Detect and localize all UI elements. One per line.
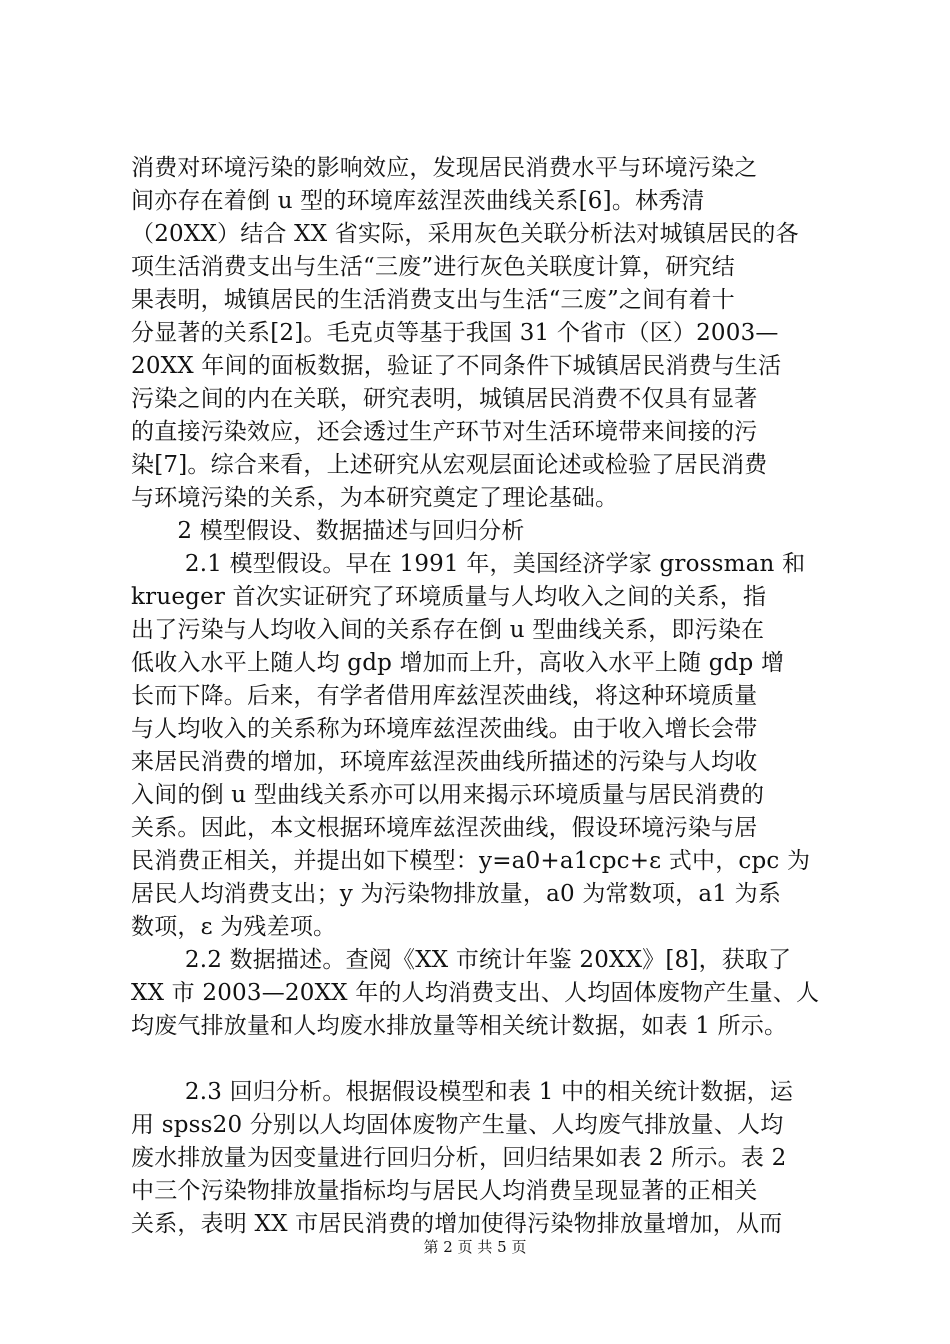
text-line: 出了污染与人均收入间的关系存在倒 u 型曲线关系，即污染在 — [131, 617, 765, 643]
text-line: 染[7]。综合来看，上述研究从宏观层面论述或检验了居民消费 — [131, 452, 768, 478]
text-line: 数项，ε 为残差项。 — [131, 914, 337, 940]
text-line: krueger 首次实证研究了环境质量与人均收入之间的关系，指 — [131, 584, 767, 610]
text-line: 用 spss20 分别以人均固体废物产生量、人均废气排放量、人均 — [131, 1112, 784, 1138]
paragraph-regression-analysis — [131, 1076, 831, 1241]
document-body — [131, 152, 831, 1241]
text-line: 2.3 回归分析。根据假设模型和表 1 中的相关统计数据，运 — [131, 1079, 794, 1105]
text-line: 的直接污染效应，还会透过生产环节对生活环境带来间接的污 — [131, 419, 758, 445]
text-line: 来居民消费的增加，环境库兹涅茨曲线所描述的污染与人均收 — [131, 749, 758, 775]
paragraph-literature-review — [131, 152, 831, 515]
text-line: 项生活消费支出与生活“三废”进行灰色关联度计算，研究结 — [131, 254, 735, 280]
text-line: 间亦存在着倒 u 型的环境库兹涅茨曲线关系[6]。林秀清 — [131, 188, 705, 214]
text-line: XX 市 2003—20XX 年的人均消费支出、人均固体废物产生量、人 — [131, 980, 820, 1006]
blank-line — [131, 1043, 831, 1076]
text-line: 关系，表明 XX 市居民消费的增加使得污染物排放量增加，从而 — [131, 1211, 783, 1237]
text-line: 污染之间的内在关联，研究表明，城镇居民消费不仅具有显著 — [131, 386, 758, 412]
text-line: 居民人均消费支出；y 为污染物排放量，a0 为常数项，a1 为系 — [131, 881, 782, 907]
page-number-label: 第 2 页 共 5 页 — [423, 1238, 527, 1256]
paragraph-data-description — [131, 944, 831, 1043]
paragraph-model-assumption — [131, 548, 831, 944]
text-line: 低收入水平上随人均 gdp 增加而上升，高收入水平上随 gdp 增 — [131, 650, 785, 676]
text-line: 民消费正相关，并提出如下模型：y=a0+a1cpc+ε 式中，cpc 为 — [131, 848, 811, 874]
text-line: 果表明，城镇居民的生活消费支出与生活“三废”之间有着十 — [131, 287, 735, 313]
page-footer — [0, 1237, 950, 1257]
text-line: 与环境污染的关系，为本研究奠定了理论基础。 — [131, 485, 619, 511]
text-line: （20XX）结合 XX 省实际，采用灰色关联分析法对城镇居民的各 — [131, 221, 799, 247]
text-line: 均废气排放量和人均废水排放量等相关统计数据，如表 1 所示。 — [131, 1013, 788, 1039]
text-line: 废水排放量为因变量进行回归分析，回归结果如表 2 所示。表 2 — [131, 1145, 787, 1171]
text-line: 长而下降。后来，有学者借用库兹涅茨曲线，将这种环境质量 — [131, 683, 758, 709]
text-line: 分显著的关系[2]。毛克贞等基于我国 31 个省市（区）2003— — [131, 320, 779, 346]
text-line: 中三个污染物排放量指标均与居民人均消费呈现显著的正相关 — [131, 1178, 758, 1204]
text-line: 20XX 年间的面板数据，验证了不同条件下城镇居民消费与生活 — [131, 353, 782, 379]
text-line: 与人均收入的关系称为环境库兹涅茨曲线。由于收入增长会带 — [131, 716, 758, 742]
text-line: 2.2 数据描述。查阅《XX 市统计年鉴 20XX》[8]，获取了 — [131, 947, 792, 973]
text-line: 入间的倒 u 型曲线关系亦可以用来揭示环境质量与居民消费的 — [131, 782, 765, 808]
section-heading-text: 2 模型假设、数据描述与回归分析 — [131, 518, 525, 544]
text-line: 关系。因此，本文根据环境库兹涅茨曲线，假设环境污染与居 — [131, 815, 758, 841]
text-line: 2.1 模型假设。早在 1991 年，美国经济学家 grossman 和 — [131, 551, 806, 577]
text-line: 消费对环境污染的影响效应，发现居民消费水平与环境污染之 — [131, 155, 758, 181]
section-heading — [131, 515, 831, 548]
